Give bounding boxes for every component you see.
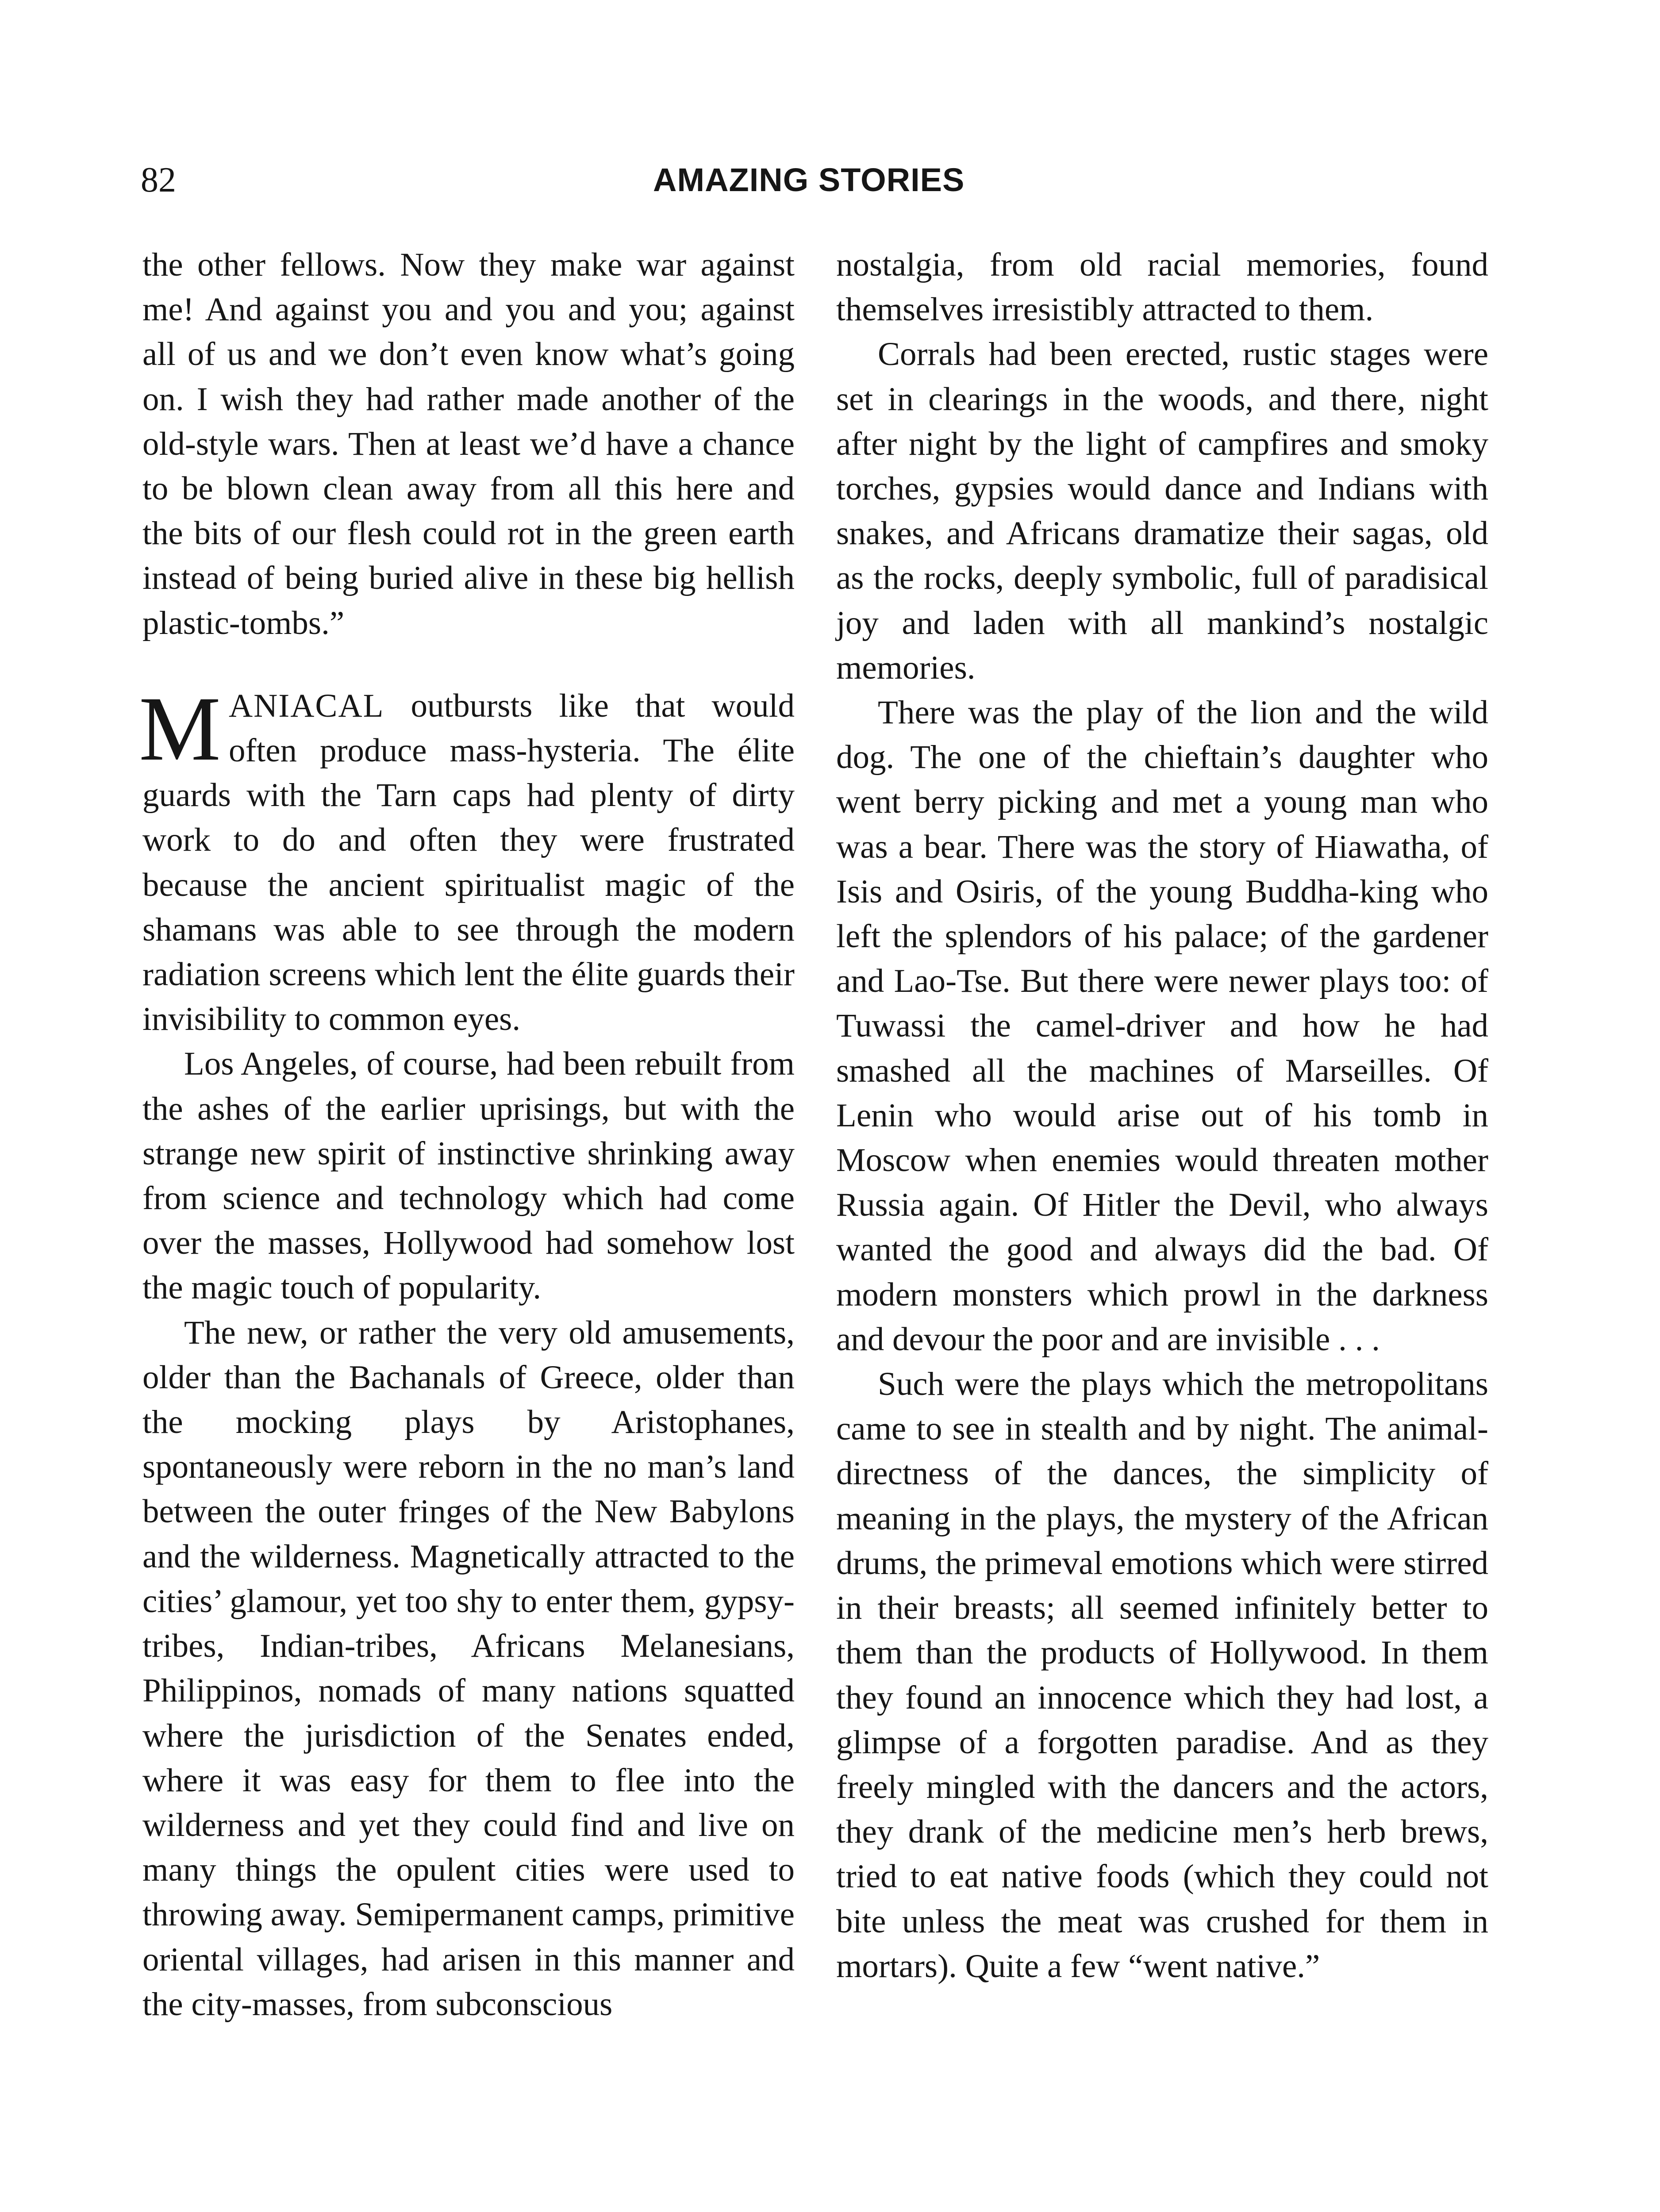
paragraph: There was the play of the lion and the wild dog. The one of the chieftain’s daughter who went berry picking and met a young man who was a bear. There was the story of Hiawatha, of Isis and Osiris, of the young Buddha-king who left the splendors of his palace; of the gardener and Lao-Tse. But there were newer plays too: of Tuwassi the camel-driver and how he had smashed all the machines of Marseilles. Of Lenin who would arise out of his tomb in Moscow when enemies would threaten mother Russia again. Of Hitler the Devil, who always wanted the good and always did the bad. Of modern monsters which prowl in the darkness and devour the poor and are invisible . . . bbox=[836, 694, 1488, 1358]
paragraph-text: outbursts like that would often produce mass-hysteria. The élite guards with the Tarn caps had plenty of dirty work to do and often they were frustrated because the ancient spiritualist magic of the shamans was able to see through the modern radiation screens which lent the élite guards their invisibility to common eyes. bbox=[142, 687, 795, 1038]
running-title: AMAZING STORIES bbox=[653, 161, 965, 198]
left-column bbox=[139, 242, 795, 2027]
paragraph: Los Angeles, of course, had been rebuilt from the ashes of the earlier uprisings, but with the strange new spirit of instinctive shrinking away from science and technology which had come over the masses, Hollywood had somehow lost the magic touch of popularity. bbox=[142, 1045, 795, 1306]
paragraph: Corrals had been erected, rustic stages were set in clearings in the woods, and there, night after night by the light of campfires and smoky torches, gypsies would dance and Indians with snakes, and Africans dramatize their sagas, old as the rocks, deeply symbolic, full of paradisical joy and laden with all mankind’s nostalgic memories. bbox=[836, 336, 1488, 686]
paragraph: the other fellows. Now they make war against me! And against you and you and you; against all of us and we don’t even know what’s going on. I wish they had rather made another of the old-style wars. Then at least we’d have a chance to be blown clean away from all this here and the bits of our flesh could rot in the green earth instead of being buried alive in these big hellish plastic-tombs.” bbox=[142, 246, 795, 641]
right-column bbox=[836, 242, 1488, 1989]
drop-cap: M bbox=[139, 677, 221, 780]
paragraph: nostalgia, from old racial memories, found themselves irresistibly attracted to them. bbox=[836, 246, 1488, 328]
page-number: 82 bbox=[141, 161, 176, 200]
paragraph: Such were the plays which the metropolitans came to see in stealth and by night. The animal-directness of the dances, the simplicity of meaning in the plays, the mystery of the African drums, the primeval emotions which were stirred in their breasts; all seemed infinitely better to them than the products of Hollywood. In them they found an innocence which they had lost, a glimpse of a forgotten paradise. And as they freely mingled with the dancers and the actors, they drank of the medicine men’s herb brews, tried to eat native foods (which they could not bite unless the meat was crushed for them in mortars). Quite a few “went native.” bbox=[836, 1366, 1488, 1985]
page-header bbox=[0, 156, 1660, 204]
paragraph-dropcap bbox=[139, 677, 795, 1042]
paragraph: The new, or rather the very old amusements, older than the Bachanals of Greece, older than the mocking plays by Aristophanes, spontaneously were reborn in the no man’s land between the outer fringes of the New Babylons and the wilderness. Magnetically attracted to the cities’ glamour, yet too shy to enter them, gypsy-tribes, Indian-tribes, Africans Melanesians, Philippinos, nomads of many nations squatted where the jurisdiction of the Senates ended, where it was easy for them to flee into the wilderness and yet they could find and live on many things the opulent cities were used to throwing away. Semipermanent camps, primitive oriental villages, had arisen in this manner and the city-masses, from subconscious bbox=[142, 1314, 795, 2023]
smallcaps-lead: ANIACAL bbox=[228, 687, 384, 724]
